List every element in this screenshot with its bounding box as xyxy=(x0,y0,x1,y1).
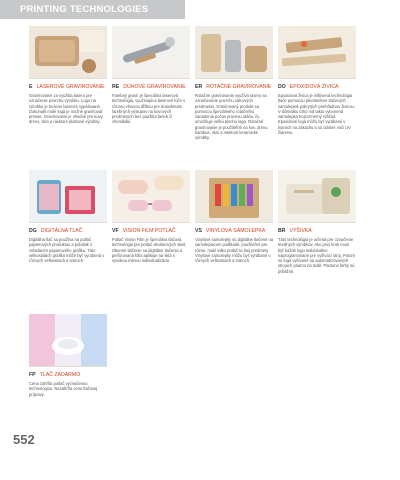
technique-description: Cena zahŕňa potlač vyznačenou technológiou. Nezahŕňa cenu tlačovej prípravy. xyxy=(29,381,98,397)
technique-title: VISION FILM POTLAČ xyxy=(122,228,176,234)
technique-description: Farebný gravír je špeciálna laserová technológia, využívajúca laserové lúče s rôznou vlnovou dĺžkou pre dosiahnutie farebných výstupov na kovových predmetoch bez použitia farieb či chemikálií. xyxy=(112,93,186,125)
digital-print-image xyxy=(29,170,107,223)
technique-code: RE xyxy=(112,84,120,90)
technique-code: ER xyxy=(195,84,203,90)
epoxy-resin-image xyxy=(278,26,356,79)
rotary-engraving-image xyxy=(195,26,273,79)
technique-description: Digitálna tlač sa používa na potlač papierových produktov a polotlak s vnladaním papierového grafiku. Táto velkoslatách grafika môže byť vyrobená v rôznych veľkostiach a tvaroch. xyxy=(29,237,105,264)
section-title: PRINTING TECHNOLOGIES xyxy=(20,4,149,15)
technique-title: DÚHOVÉ GRAVÍROVANIE xyxy=(123,84,186,90)
technique-code: FP xyxy=(29,372,36,378)
technique-heading xyxy=(278,84,370,90)
technique-title: EPOXIDOVÁ ŽIVICA xyxy=(289,84,339,90)
technique-title: LASEROVÉ GRAVÍROVANIE xyxy=(36,84,105,90)
rainbow-engraving-image xyxy=(112,26,190,79)
technique-heading xyxy=(195,228,287,234)
technique-description: Táto technológia je určená pre označenie textilných výrobkov. Ako prvý krok musí byť každé logo individuálne naprogramované pre vyšívací stroj. Potom sú logá vyšívané na automatizovaných strojoch priamo na textil. Pantone farby sú približné. xyxy=(278,237,355,274)
technique-code: E xyxy=(29,84,33,90)
laser-engraving-image xyxy=(29,26,107,79)
vinyl-sticker-image xyxy=(195,170,273,223)
technique-code: VS xyxy=(195,228,202,234)
technique-description: Potlač Vision Film je špeciálna tlačová technológia pre potlač okuliarových skiel. Okenné tlačenie sa digitálne tlačenia a perforovaná fólia aplikuje na sklá s vysokou mierou individualizácie. xyxy=(112,237,187,264)
technique-title: TLAČ ZADARMO xyxy=(39,372,81,378)
embroidery-image xyxy=(278,170,356,223)
technique-description: Gravírovanie za využitia laseru pre označenie povrchu výrobku. Logo na výrobku je trvácne laserom vypálované. Dokonalé malé logá je možné gravírovať presne. Gravírovanie je vhodné pre kovy, drevo, sklo a niektoré plastové výrobky. xyxy=(29,93,104,125)
technique-title: VÝŠIVKA xyxy=(289,228,312,234)
technique-code: VF xyxy=(112,228,119,234)
technique-heading xyxy=(29,84,121,90)
technique-code: BR xyxy=(278,228,286,234)
technique-description: Vinylové samolepky sú digitálne tlačené na samolepiacom podklade, použiteľné pre rôzne, malé lalko potlač ta lnej predmety. Vinylové samolepky môžu byť vyrábané v rôznych veľkostiach a tvaroch. xyxy=(195,237,273,264)
technique-title: ROTAČNÉ GRAVÍROVANIE xyxy=(206,84,272,90)
technique-heading xyxy=(112,228,204,234)
technique-heading xyxy=(112,84,204,90)
technique-title: VINYLOVÁ SAMOLEPKA xyxy=(205,228,266,234)
vision-film-image xyxy=(112,170,190,223)
technique-code: DG xyxy=(29,228,37,234)
technique-title: DIGITÁLNA TLAČ xyxy=(40,228,83,234)
technique-code: DO xyxy=(278,84,286,90)
technique-heading xyxy=(195,84,287,90)
technique-heading xyxy=(29,372,121,378)
page-number: 552 xyxy=(13,432,35,447)
free-print-image xyxy=(29,314,107,367)
technique-description: Epoxidová živica je inštivená technológia tlače pomocou plnofarebne tlačených samolepiek pokrytých priehľadnou živicou. V dôsledku toho má takto vytvorená samolepka trojrozmerný vzhľad. Epoxidové logá môžu byť vyrábané v tvaroch na zákazku a sú odolné voči UV žiareniu. xyxy=(278,93,355,136)
technique-description: Rotačné gravírovanie využíva lasery na označovanie povrchu valcových predmetov. Gravírovaný produkt sa pomocou špeciálneho rotačného zariadenia počas procesu otáča, čo umožňuje veľkú plochu loga. Rotačné gravírovanie je použiteľné na kov, drevo, bambus, sklo a niektoré keramické výrobky. xyxy=(195,93,269,141)
technique-heading xyxy=(278,228,370,234)
technique-heading xyxy=(29,228,121,234)
